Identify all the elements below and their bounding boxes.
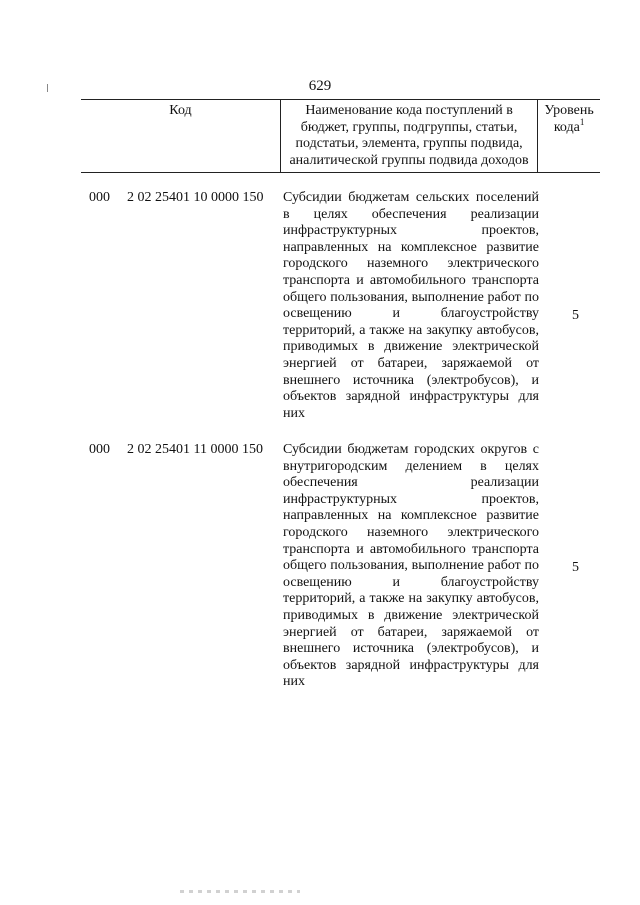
row-admin-code: 000	[89, 190, 110, 205]
row-income-name: Субсидии бюджетам сельских поселений в целях обеспечения реализации инфраструктурных проектов, направленных на комплексное развитие городского наземного электрического транспорта и автомобильного транспорта общего пользования, выполнение работ по освещению и благоустройству территорий, а также на закупку автобусов, приводимых в движение электрической энергией от батареи, заряжаемой от внешнего источника (электробусов), и объектов зарядной инфраструктуры для них	[283, 190, 539, 421]
header-code: Код	[81, 100, 280, 173]
row-income-name: Субсидии бюджетам городских округов с внутригородским делением в целях обеспечения реализации инфраструктурных проектов, направленных на комплексное развитие городского наземного электрического транспорта и автомобильного транспорта общего пользования, выполнение работ по освещению и благоустройству территорий, а также на закупку автобусов, приводимых в движение электрической энергией от батареи, заряжаемой от внешнего источника (электробусов), и объектов зарядной инфраструктуры для них	[283, 442, 539, 690]
row-level: 5	[572, 308, 579, 323]
header-level-label: Уровень кода	[544, 103, 594, 135]
row-income-code: 2 02 25401 10 0000 150	[127, 190, 264, 205]
page-number: 629	[308, 78, 332, 94]
row-admin-code: 000	[89, 442, 110, 457]
row-income-code: 2 02 25401 11 0000 150	[127, 442, 263, 457]
row-level: 5	[572, 560, 579, 575]
header-level-footnote: 1	[579, 116, 585, 127]
header-name: Наименование кода поступлений в бюджет, группы, подгруппы, статьи, подстатьи, элемента, группы подвида, аналитической группы подвида доходов	[280, 100, 537, 173]
table-header	[81, 99, 600, 173]
scan-artifact	[180, 890, 300, 893]
header-level	[538, 100, 600, 173]
header-row	[81, 100, 600, 173]
